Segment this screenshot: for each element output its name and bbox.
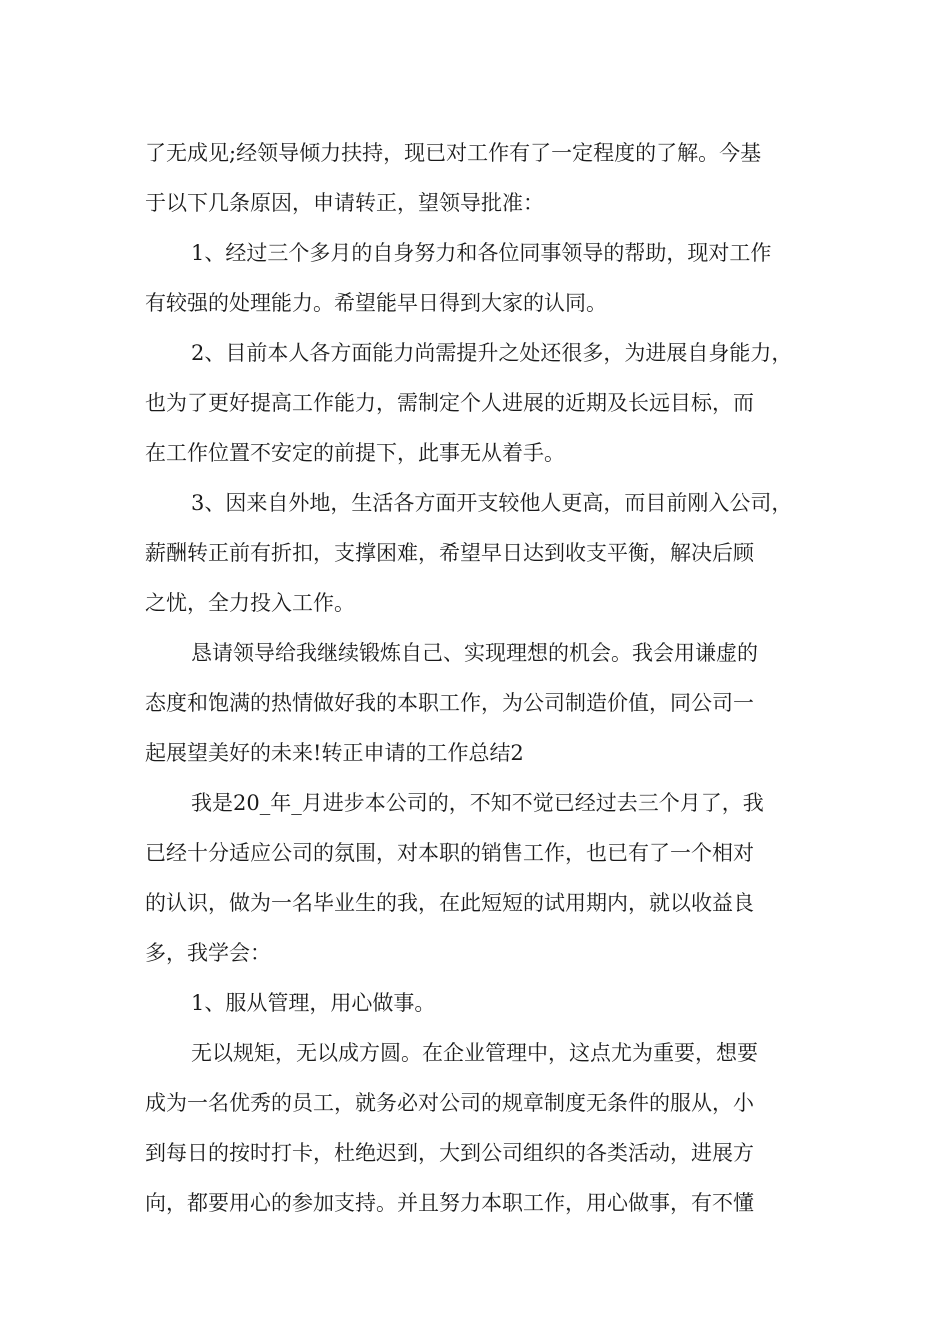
text-line: 在工作位置不安定的前提下，此事无从着手。 <box>145 441 565 465</box>
text-line: 已经十分适应公司的氛围，对本职的销售工作，也已有了一个相对 <box>145 841 754 865</box>
text-line: 有较强的处理能力。希望能早日得到大家的认同。 <box>145 291 607 315</box>
text-line: 1、经过三个多月的自身努力和各位同事领导的帮助，现对工作 <box>191 241 772 265</box>
text-line: 态度和饱满的热情做好我的本职工作，为公司制造价值，同公司一 <box>145 691 754 715</box>
text-line: 了无成见;经领导倾力扶持，现已对工作有了一定程度的了解。今基 <box>145 141 762 165</box>
text-line: 也为了更好提高工作能力，需制定个人进展的近期及长远目标，而 <box>145 391 754 415</box>
text-line: 之忧，全力投入工作。 <box>145 591 355 615</box>
text-line: 起展望美好的未来!转正申请的工作总结2 <box>145 741 524 765</box>
text-line: 2、目前本人各方面能力尚需提升之处还很多，为进展自身能力， <box>191 341 793 365</box>
text-line: 到每日的按时打卡，杜绝迟到，大到公司组织的各类活动，进展方 <box>145 1141 754 1165</box>
text-line: 3、因来自外地，生活各方面开支较他人更高，而目前刚入公司， <box>191 491 793 515</box>
text-line: 成为一名优秀的员工，就务必对公司的规章制度无条件的服从，小 <box>145 1091 754 1115</box>
text-line: 于以下几条原因，申请转正，望领导批准： <box>145 191 544 215</box>
text-line: 的认识，做为一名毕业生的我，在此短短的试用期内，就以收益良 <box>145 891 754 915</box>
text-line: 无以规矩，无以成方圆。在企业管理中，这点尤为重要，想要 <box>191 1041 758 1065</box>
document-body <box>145 128 815 1228</box>
text-line: 薪酬转正前有折扣，支撑困难，希望早日达到收支平衡，解决后顾 <box>145 541 754 565</box>
text-line: 恳请领导给我继续锻炼自己、实现理想的机会。我会用谦虚的 <box>191 641 758 665</box>
text-line: 多，我学会： <box>145 941 271 965</box>
text-line: 1、服从管理，用心做事。 <box>191 991 436 1015</box>
text-line: 我是20_年_月进步本公司的，不知不觉已经过去三个月了，我 <box>191 791 764 815</box>
text-line: 向，都要用心的参加支持。并且努力本职工作，用心做事，有不懂 <box>145 1191 754 1215</box>
